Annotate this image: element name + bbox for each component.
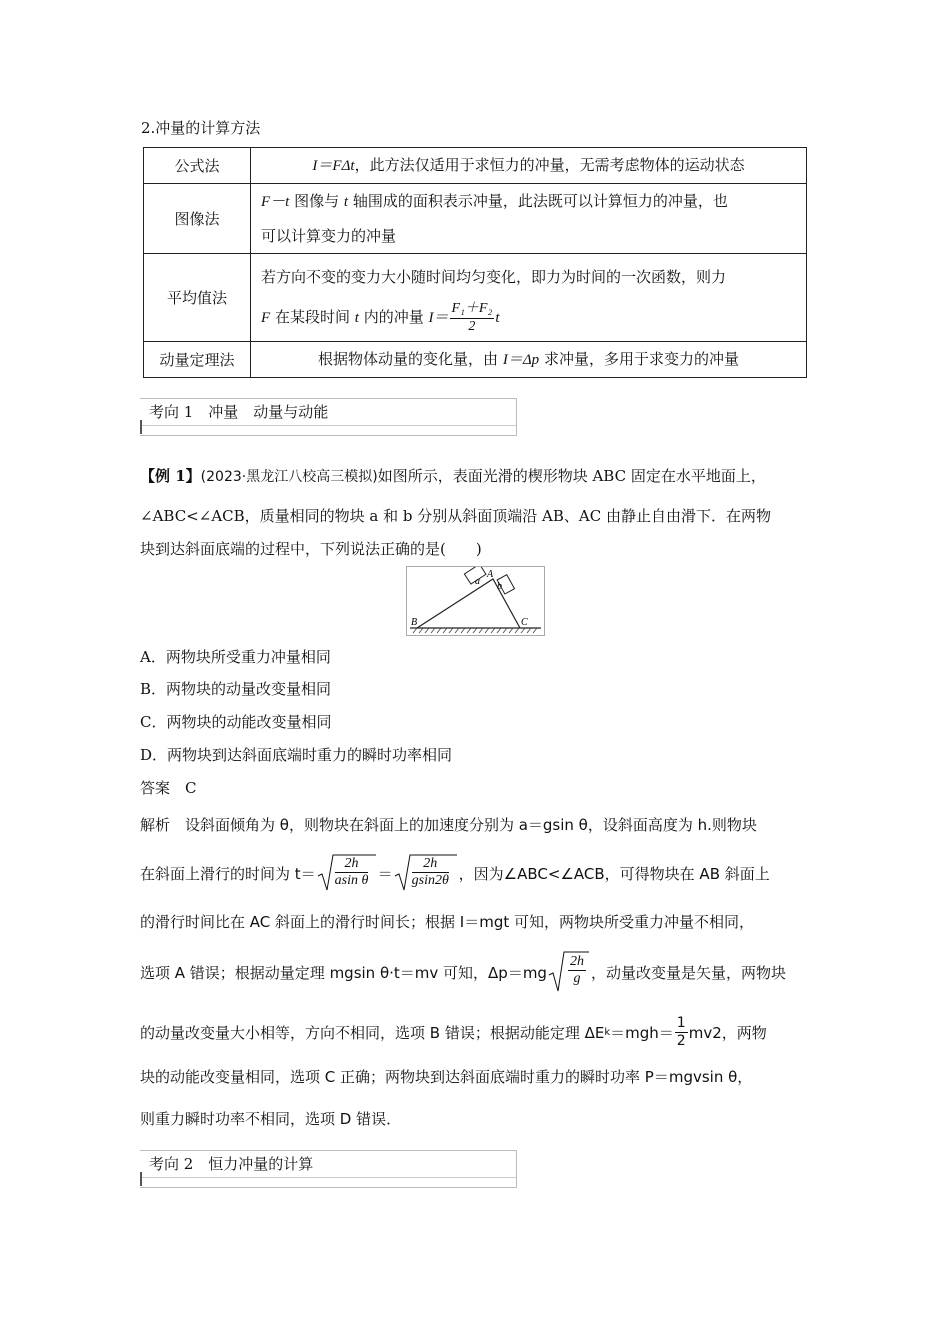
- analysis-line-1: 解析 设斜面倾角为 θ，则物块在斜面上的加速度分别为 a＝gsin θ，设斜面高度为 h.则物块: [140, 816, 757, 834]
- method-table: [143, 147, 807, 378]
- marker-bar: [140, 1172, 142, 1186]
- section-heading: 2.冲量的计算方法: [141, 119, 261, 137]
- divider: [140, 425, 516, 426]
- table-row: [144, 342, 807, 378]
- kaoxiang-heading-1: [140, 398, 517, 436]
- option-d: D．两物块到达斜面底端时重力的瞬时功率相同: [140, 746, 453, 764]
- label-C: C: [521, 617, 528, 628]
- ground-hatch: [413, 628, 537, 633]
- table-row: [144, 184, 807, 254]
- sqrt-expression: $\frac{2h}{g}$: [547, 949, 591, 995]
- kaoxiang-label: 考向 2 恒力冲量的计算: [149, 1155, 314, 1173]
- wedge-diagram: [407, 567, 544, 635]
- analysis-line-6: 块的动能改变量相同，选项 C 正确；两物块到达斜面底端时重力的瞬时功率 P＝mgvsin θ，: [140, 1068, 753, 1086]
- analysis-line-5: 的动量改变量大小相等，方向不相同，选项 B 错误；根据动能定理 ΔE k ＝mgh＝ $\frac{1}{2}$ mv2，两物: [140, 1015, 767, 1049]
- answer: 答案 C: [140, 779, 197, 797]
- example-tag: 【例 1】: [140, 467, 201, 485]
- half-fraction: $\frac{1}{2}$: [676, 1015, 686, 1049]
- wedge-figure: [406, 566, 545, 636]
- label-B: B: [411, 617, 418, 628]
- method-desc: F－t 图像与 t 轴围成的面积表示冲量，此法既可以计算恒力的冲量，也 可以计算变力的冲量: [251, 184, 807, 254]
- label-a: a: [475, 576, 480, 587]
- label-A: A: [487, 569, 494, 580]
- kaoxiang-label: 考向 1 冲量 动量与动能: [149, 403, 329, 421]
- average-fraction: $\frac{\text{F₁＋F₂}}{2}$: [451, 301, 493, 334]
- example-source: (2023·黑龙江八校高三模拟): [200, 469, 378, 485]
- example-line-3: 块到达斜面底端的过程中，下列说法正确的是( ): [140, 540, 482, 558]
- example-line-2: ∠ABC<∠ACB，质量相同的物块 a 和 b 分别从斜面顶端沿 AB、AC 由静止自由滑下．在两物: [140, 507, 771, 525]
- divider: [140, 1177, 516, 1178]
- method-desc: I＝FΔt，此方法仅适用于求恒力的冲量，无需考虑物体的运动状态: [251, 148, 807, 184]
- sqrt-expression: $\frac{2h}{\text{asin θ}}$: [316, 852, 378, 894]
- analysis-line-4: 选项 A 错误；根据动量定理 mgsin θ·t＝mv 可知，Δp＝mg $\frac{2h}{g}$ ，动量改变量是矢量，两物块: [140, 948, 786, 996]
- analysis-line-3: 的滑行时间比在 AC 斜面上的滑行时间长；根据 I＝mgt 可知，两物块所受重力冲量不相同，: [140, 913, 754, 931]
- method-name: 图像法: [144, 184, 251, 254]
- table-row: [144, 254, 807, 342]
- sqrt-expression: $\frac{2h}{gsin2\theta}$: [393, 852, 459, 894]
- method-desc: 若方向不变的变力大小随时间均匀变化，即力为时间的一次函数，则力 F 在某段时间 t 内的冲量 I＝ $\frac{\text{F₁＋F₂}}{2}$ t: [251, 254, 807, 342]
- analysis-line-7: 则重力瞬时功率不相同，选项 D 错误．: [140, 1110, 402, 1128]
- option-b: B．两物块的动量改变量相同: [140, 680, 332, 698]
- kaoxiang-heading-2: [140, 1150, 517, 1188]
- method-name: 平均值法: [144, 254, 251, 342]
- example-line-1: [140, 465, 766, 486]
- method-name: 动量定理法: [144, 342, 251, 378]
- method-desc: 根据物体动量的变化量，由 I＝Δp 求冲量，多用于求变力的冲量: [251, 342, 807, 378]
- marker-bar: [140, 420, 142, 434]
- method-name: 公式法: [144, 148, 251, 184]
- analysis-line-2: 在斜面上滑行的时间为 t＝ $\frac{2h}{\text{asin θ}}$ ＝ $\frac{2h}{gsin2\theta}$ ，因为∠ABC<∠ACB，可得物块在 AB 斜面上: [140, 851, 770, 895]
- label-b: b: [497, 581, 502, 592]
- example-text: 如图所示，表面光滑的楔形物块 ABC 固定在水平地面上，: [377, 467, 766, 485]
- option-c: C．两物块的动能改变量相同: [140, 713, 332, 731]
- option-a: A．两物块所受重力冲量相同: [140, 648, 331, 666]
- table-row: [144, 148, 807, 184]
